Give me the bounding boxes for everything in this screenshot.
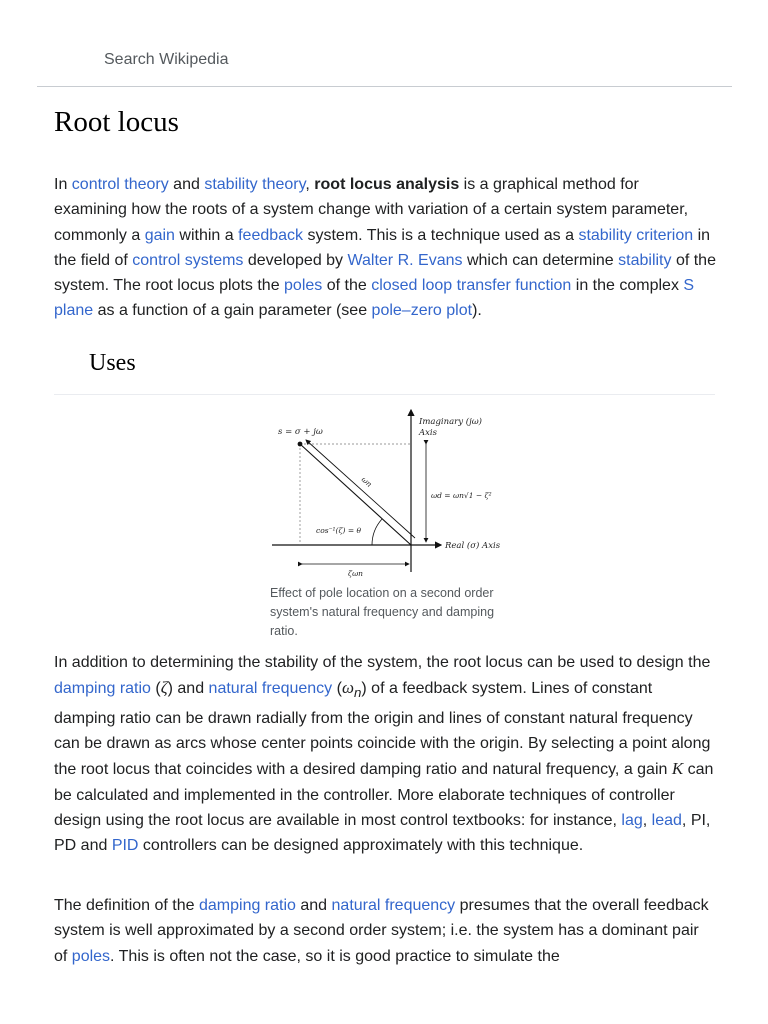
- text: of the system. The root locus plots the: [54, 251, 716, 295]
- label-theta: cos⁻¹(ζ) = θ: [316, 526, 362, 535]
- text: presumes that the overall feedback system is well approximated by a second order system; i.e. the system has a dominant pair of: [54, 897, 709, 965]
- link-lag[interactable]: lag: [621, 811, 643, 829]
- link-poles[interactable]: poles: [284, 277, 323, 295]
- text: controllers can be designed approximately with this technique.: [138, 837, 584, 855]
- link-damping-ratio[interactable]: damping ratio: [54, 680, 151, 698]
- text: as a function of a gain parameter (see: [93, 302, 372, 320]
- link-natural-frequency-2[interactable]: natural frequency: [331, 897, 456, 914]
- link-lead[interactable]: lead: [651, 811, 682, 829]
- wn-vector: [306, 440, 415, 538]
- text: and: [295, 897, 332, 914]
- text: (: [150, 680, 161, 698]
- angle-arc: [372, 519, 382, 545]
- text: in the field of: [54, 226, 711, 269]
- symbol-subscript-n: n: [353, 685, 362, 701]
- link-poles-2[interactable]: poles: [71, 947, 111, 965]
- text: ,: [642, 811, 652, 829]
- figure-caption: Effect of pole location on a second order system's natural frequency and damping ratio.: [270, 586, 495, 638]
- link-stability-criterion[interactable]: stability criterion: [578, 226, 694, 244]
- link-control-systems[interactable]: control systems: [132, 251, 244, 269]
- text: in the complex: [571, 277, 684, 295]
- link-pid[interactable]: PID: [111, 837, 139, 855]
- text: (: [332, 680, 342, 698]
- symbol-k: K: [671, 759, 684, 779]
- uses-paragraph-2: [54, 893, 716, 969]
- label-wd: ωd = ωn√1 − ζ²: [431, 491, 492, 500]
- page-title: Root locus: [54, 106, 179, 138]
- link-natural-frequency[interactable]: natural frequency: [208, 680, 333, 698]
- label-real-axis: Real (σ) Axis: [445, 541, 501, 551]
- text: within a: [174, 226, 239, 244]
- link-damping-ratio-2[interactable]: damping ratio: [198, 897, 296, 914]
- symbol-zeta: ζ: [160, 678, 168, 698]
- bold-term: root locus analysis: [314, 176, 460, 193]
- text: is a graphical method for examining how the roots of a system change with variation of a certain system parameter, commonly a: [54, 176, 689, 244]
- pole-point: [298, 442, 303, 447]
- pole-location-diagram[interactable]: [268, 402, 504, 582]
- text: . This is often not the case, so it is good practice to simulate the: [110, 947, 560, 965]
- link-stability[interactable]: stability: [618, 251, 672, 269]
- text: ).: [472, 302, 482, 320]
- link-closed-loop-transfer-function[interactable]: closed loop transfer function: [371, 277, 572, 295]
- link-stability-theory[interactable]: stability theory: [204, 176, 306, 193]
- figure-pole-location: [268, 402, 504, 638]
- text: ,: [305, 176, 315, 193]
- intro-paragraph: [54, 172, 716, 324]
- label-imaginary-axis-2: Axis: [419, 428, 438, 438]
- section-title: Uses: [89, 350, 136, 376]
- symbol-omega: ω: [341, 678, 354, 698]
- link-s-plane[interactable]: S plane: [54, 277, 695, 320]
- text: The definition of the: [54, 897, 199, 914]
- text: system. This is a technique used as a: [303, 226, 579, 244]
- uses-paragraph-1: [54, 650, 716, 859]
- label-s: s = σ + jω: [278, 427, 323, 437]
- link-gain[interactable]: gain: [144, 226, 175, 244]
- link-feedback[interactable]: feedback: [238, 226, 304, 244]
- link-walter-evans[interactable]: Walter R. Evans: [347, 251, 463, 269]
- text: and: [168, 176, 205, 193]
- text: In addition to determining the stability of the system, the root locus can be used to design the: [54, 654, 711, 671]
- text: In: [54, 176, 72, 193]
- link-control-theory[interactable]: control theory: [71, 176, 169, 193]
- text: which can determine: [462, 251, 619, 269]
- search-bar[interactable]: [37, 0, 732, 87]
- label-zwn: ζωn: [348, 569, 364, 578]
- text: can be calculated and implemented in the controller. More elaborate techniques of controller design using the root locus are available in most control textbooks: for instance,: [54, 761, 714, 829]
- text: ) of a feedback system. Lines of constant damping ratio can be drawn radially from the origin and lines of constant natural frequency can be drawn as arcs whose center points coincide with the origin. By selecting a point along the root locus that coincides with a desired damping ratio and natural frequency, a gain: [54, 680, 711, 779]
- label-imaginary-axis: Imaginary (jω): [419, 417, 482, 427]
- label-wn: ωn: [359, 474, 374, 489]
- text: of the: [322, 277, 372, 295]
- section-header-uses[interactable]: [54, 350, 715, 395]
- link-pole-zero-plot[interactable]: pole–zero plot: [371, 302, 473, 320]
- search-input[interactable]: Search Wikipedia: [104, 51, 229, 68]
- text: developed by: [243, 251, 348, 269]
- text: ) and: [167, 680, 209, 698]
- text: , PI, PD and: [54, 811, 711, 855]
